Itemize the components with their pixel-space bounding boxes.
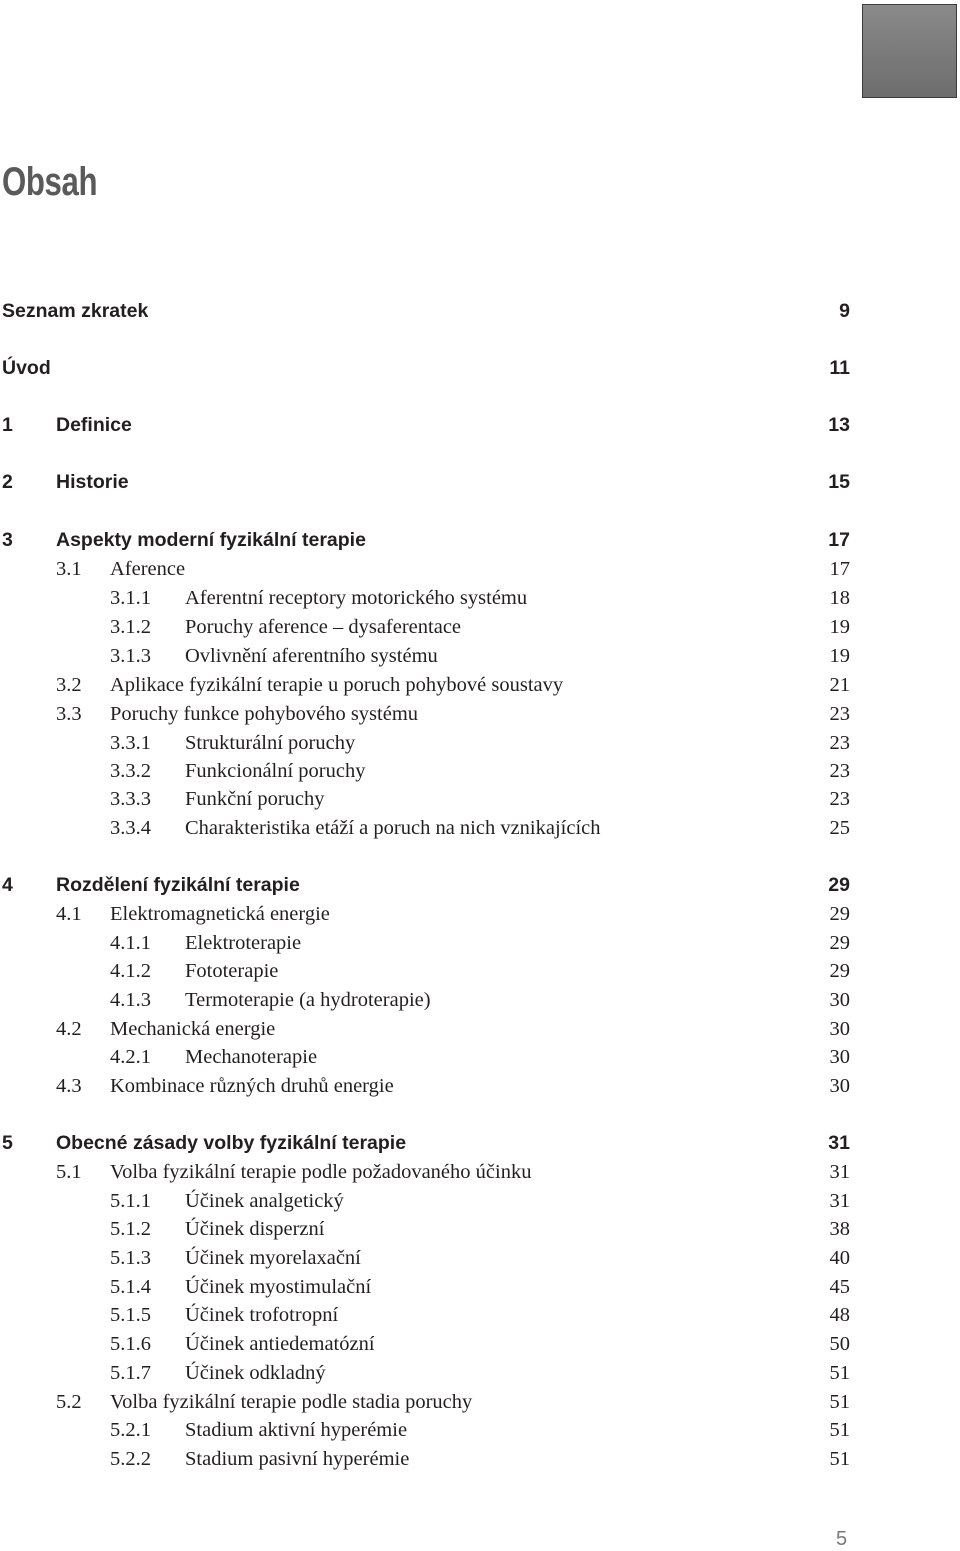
toc-entry-page: 17 — [828, 529, 850, 551]
toc-entry[interactable] — [2, 468, 850, 496]
toc-entry-number: 4.1.1 — [110, 932, 151, 954]
toc-entry-title: Charakteristika etáží a poruch na nich vznikajících — [185, 817, 601, 839]
toc-entry-title: Účinek antiedematózní — [185, 1333, 375, 1355]
toc-entry[interactable] — [110, 1330, 850, 1358]
toc-entry-number: 3.1.1 — [110, 587, 151, 609]
dot-leader — [307, 929, 823, 957]
toc-entry-title: Funkční poruchy — [185, 788, 325, 810]
toc-entry-title: Fototerapie — [185, 960, 279, 982]
toc-entry[interactable] — [56, 671, 850, 699]
toc-entry[interactable] — [110, 814, 850, 842]
toc-entry[interactable] — [2, 871, 850, 899]
dot-leader — [332, 1359, 824, 1387]
toc-entry[interactable] — [56, 900, 850, 928]
dot-leader — [57, 354, 824, 382]
toc-entry[interactable] — [110, 929, 850, 957]
toc-entry-number: 5.2.2 — [110, 1448, 151, 1470]
dot-leader — [377, 1273, 823, 1301]
toc-entry-page: 23 — [829, 788, 850, 810]
toc-entry-number: 3.3 — [56, 703, 82, 725]
toc-entry-title: Funkcionální poruchy — [185, 760, 366, 782]
toc-entry-page: 31 — [829, 1161, 850, 1183]
toc-entry-page: 15 — [828, 471, 850, 493]
dot-leader — [154, 297, 833, 325]
toc-entry-page: 29 — [829, 903, 850, 925]
toc-entry-title: Volba fyzikální terapie podle stadia poruchy — [110, 1391, 473, 1413]
toc-entry-number: 4.1.3 — [110, 989, 151, 1011]
toc-entry-title: Kombinace různých druhů energie — [110, 1075, 394, 1097]
toc-entry-page: 51 — [829, 1391, 850, 1413]
toc-entry-page: 23 — [829, 703, 850, 725]
dot-leader — [533, 584, 823, 612]
dot-leader — [400, 1072, 824, 1100]
toc-entry-title: Účinek myorelaxační — [185, 1247, 361, 1269]
dot-leader — [569, 671, 823, 699]
dot-leader — [330, 1215, 823, 1243]
toc-entry[interactable] — [2, 526, 850, 554]
toc-entry[interactable] — [110, 957, 850, 985]
toc-entry-title: Historie — [56, 471, 129, 493]
toc-entry-number: 4.2 — [56, 1018, 82, 1040]
toc-entry-title: Stadium pasivní hyperémie — [185, 1448, 410, 1470]
toc-entry-number: 4.1 — [56, 903, 82, 925]
toc-entry-title: Rozdělení fyzikální terapie — [56, 874, 300, 896]
toc-entry[interactable] — [110, 1244, 850, 1272]
toc-entry-number: 3.1 — [56, 558, 82, 580]
toc-entry-page: 18 — [829, 587, 850, 609]
toc-entry-number: 2 — [2, 471, 13, 493]
toc-entry-title: Termoterapie (a hydroterapie) — [185, 989, 431, 1011]
toc-entry[interactable] — [110, 1215, 850, 1243]
toc-entry[interactable] — [56, 1158, 850, 1186]
toc-entry-page: 21 — [829, 674, 850, 696]
toc-entry-page: 45 — [829, 1276, 850, 1298]
dot-leader — [350, 1187, 824, 1215]
toc-entry-page: 13 — [828, 414, 850, 436]
toc-entry-number: 3.3.4 — [110, 817, 151, 839]
toc-entry[interactable] — [56, 555, 850, 583]
toc-entry[interactable] — [56, 1072, 850, 1100]
toc-entry-title: Poruchy aference – dysaferentace — [185, 616, 462, 638]
toc-entry-number: 5.2 — [56, 1391, 82, 1413]
toc-entry[interactable] — [110, 1301, 850, 1329]
toc-entry-title: Mechanická energie — [110, 1018, 276, 1040]
dot-leader — [323, 1043, 823, 1071]
toc-entry-page: 51 — [829, 1362, 850, 1384]
dot-leader — [413, 1416, 823, 1444]
toc-entry-title: Aplikace fyzikální terapie u poruch pohybové soustavy — [110, 674, 564, 696]
dot-leader — [284, 957, 823, 985]
toc-entry-title: Elektromagnetická energie — [110, 903, 330, 925]
toc-entry-number: 5.2.1 — [110, 1419, 151, 1441]
toc-entry-page: 31 — [828, 1132, 850, 1154]
toc-entry-number: 3 — [2, 529, 13, 551]
toc-entry-page: 30 — [829, 1075, 850, 1097]
toc-entry[interactable] — [56, 1388, 850, 1416]
toc-entry-page: 30 — [829, 1046, 850, 1068]
toc-entry[interactable] — [56, 1015, 850, 1043]
toc-entry[interactable] — [110, 1043, 850, 1071]
page-title: Obsah — [2, 160, 98, 204]
toc-entry-number: 3.3.3 — [110, 788, 151, 810]
toc-entry-title: Volba fyzikální terapie podle požadovaného účinku — [110, 1161, 532, 1183]
dot-leader — [467, 613, 823, 641]
toc-entry-number: 5.1.2 — [110, 1218, 151, 1240]
toc-entry[interactable] — [110, 584, 850, 612]
toc-entry-number: 5 — [2, 1132, 13, 1154]
toc-entry-number: 4.3 — [56, 1075, 82, 1097]
dot-leader — [437, 986, 824, 1014]
dot-leader — [372, 757, 824, 785]
toc-entry-title: Účinek trofotropní — [185, 1304, 339, 1326]
toc-entry-page: 25 — [829, 817, 850, 839]
toc-entry-number: 3.3.2 — [110, 760, 151, 782]
dot-leader — [336, 900, 824, 928]
toc-entry-title: Seznam zkratek — [2, 300, 149, 322]
toc-entry-title: Účinek analgetický — [185, 1190, 344, 1212]
toc-entry-page: 30 — [829, 1018, 850, 1040]
toc-entry-page: 19 — [829, 645, 850, 667]
dot-leader — [478, 1388, 823, 1416]
dot-leader — [367, 1244, 824, 1272]
dot-leader — [424, 700, 823, 728]
dot-leader — [191, 555, 823, 583]
toc-entry[interactable] — [110, 729, 850, 757]
toc-entry-title: Úvod — [2, 357, 51, 379]
dot-leader — [281, 1015, 823, 1043]
toc-entry-page: 38 — [829, 1218, 850, 1240]
dot-leader — [361, 729, 823, 757]
toc-entry-title: Definice — [56, 414, 132, 436]
page-number: 5 — [836, 1528, 848, 1550]
dot-leader — [372, 526, 822, 554]
toc-entry-page: 31 — [829, 1190, 850, 1212]
toc-entry[interactable] — [110, 1273, 850, 1301]
toc-entry-number: 1 — [2, 414, 13, 436]
toc-entry-page: 23 — [829, 760, 850, 782]
corner-thumb-tab — [862, 4, 957, 98]
toc-entry-number: 4 — [2, 874, 13, 896]
toc-entry-number: 3.1.2 — [110, 616, 151, 638]
toc-entry-title: Poruchy funkce pohybového systému — [110, 703, 419, 725]
toc-entry-title: Elektroterapie — [185, 932, 302, 954]
toc-entry-page: 51 — [829, 1419, 850, 1441]
toc-entry[interactable] — [56, 700, 850, 728]
toc-entry[interactable] — [110, 1445, 850, 1473]
toc-entry[interactable] — [2, 354, 850, 382]
toc-entry-number: 5.1.7 — [110, 1362, 151, 1384]
toc-entry-number: 5.1.6 — [110, 1333, 151, 1355]
toc-entry-page: 23 — [829, 732, 850, 754]
toc-entry-page: 9 — [839, 300, 850, 322]
toc-entry-number: 5.1 — [56, 1161, 82, 1183]
toc-entry-title: Aspekty moderní fyzikální terapie — [56, 529, 366, 551]
toc-entry[interactable] — [110, 1359, 850, 1387]
toc-entry-page: 11 — [829, 357, 850, 379]
dot-leader — [306, 871, 822, 899]
toc-entry-number: 4.1.2 — [110, 960, 151, 982]
toc-entry-number: 3.1.3 — [110, 645, 151, 667]
toc-entry-title: Mechanoterapie — [185, 1046, 318, 1068]
toc-entry[interactable] — [2, 411, 850, 439]
toc-entry[interactable] — [110, 757, 850, 785]
toc-entry-page: 50 — [829, 1333, 850, 1355]
dot-leader — [415, 1445, 823, 1473]
toc-entry[interactable] — [110, 785, 850, 813]
toc-entry[interactable] — [2, 297, 850, 325]
dot-leader — [537, 1158, 823, 1186]
toc-entry-number: 4.2.1 — [110, 1046, 151, 1068]
toc-entry-title: Obecné zásady volby fyzikální terapie — [56, 1132, 407, 1154]
dot-leader — [607, 814, 824, 842]
toc-entry-page: 29 — [828, 874, 850, 896]
toc-entry[interactable] — [110, 1187, 850, 1215]
toc-entry-number: 5.1.5 — [110, 1304, 151, 1326]
toc-entry[interactable] — [110, 1416, 850, 1444]
toc-entry-page: 48 — [829, 1304, 850, 1326]
toc-entry-page: 17 — [829, 558, 850, 580]
dot-leader — [412, 1129, 822, 1157]
dot-leader — [135, 468, 823, 496]
dot-leader — [444, 642, 824, 670]
toc-entry-number: 3.2 — [56, 674, 82, 696]
toc-entry-page: 30 — [829, 989, 850, 1011]
toc-entry-title: Účinek myostimulační — [185, 1276, 372, 1298]
toc-entry-number: 3.3.1 — [110, 732, 151, 754]
dot-leader — [138, 411, 822, 439]
toc-entry-title: Účinek odkladný — [185, 1362, 326, 1384]
toc-entry-title: Ovlivnění aferentního systému — [185, 645, 438, 667]
dot-leader — [381, 1330, 824, 1358]
toc-entry[interactable] — [110, 642, 850, 670]
toc-entry-title: Aference — [110, 558, 186, 580]
dot-leader — [331, 785, 824, 813]
toc-entry-page: 19 — [829, 616, 850, 638]
toc-entry-title: Stadium aktivní hyperémie — [185, 1419, 408, 1441]
toc-entry-page: 51 — [829, 1448, 850, 1470]
toc-entry-page: 29 — [829, 932, 850, 954]
toc-entry-number: 5.1.3 — [110, 1247, 151, 1269]
toc-entry[interactable] — [110, 613, 850, 641]
toc-entry-number: 5.1.4 — [110, 1276, 151, 1298]
toc-entry-title: Aferentní receptory motorického systému — [185, 587, 528, 609]
toc-entry[interactable] — [2, 1129, 850, 1157]
toc-entry-number: 5.1.1 — [110, 1190, 151, 1212]
toc-entry-title: Účinek disperzní — [185, 1218, 325, 1240]
dot-leader — [344, 1301, 823, 1329]
toc-entry-page: 40 — [829, 1247, 850, 1269]
toc-entry[interactable] — [110, 986, 850, 1014]
toc-entry-title: Strukturální poruchy — [185, 732, 356, 754]
toc-entry-page: 29 — [829, 960, 850, 982]
